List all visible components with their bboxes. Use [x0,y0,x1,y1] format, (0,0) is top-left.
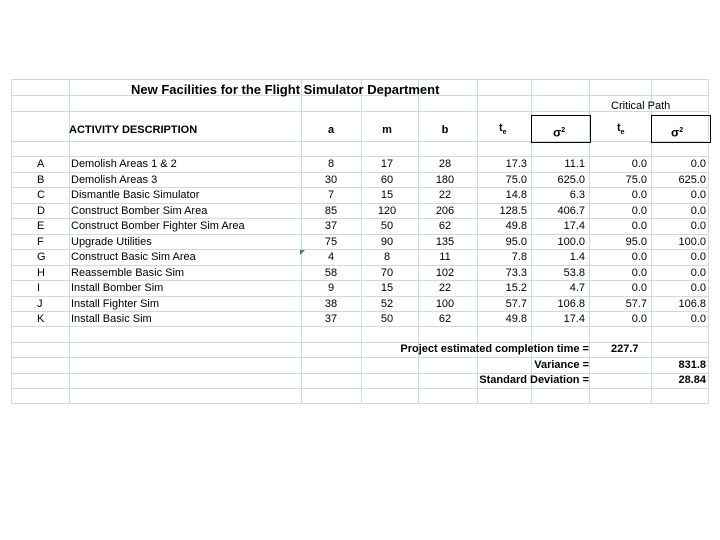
critical-te: 0.0 [631,204,647,217]
activity-id: D [37,204,45,217]
grid-row-line [11,357,709,358]
grid-row-line [11,111,709,112]
activity-description: Reassemble Basic Sim [71,266,185,279]
critical-variance: 0.0 [690,266,706,279]
header-cp-variance: $\sigma^2$ [671,125,684,140]
activity-a: 38 [324,297,338,310]
activity-a: 4 [327,251,335,263]
critical-te: 0.0 [631,220,647,232]
header-a: a [327,124,335,136]
activity-m: 15 [380,282,394,294]
activity-b: 135 [435,235,455,248]
activity-description: Demolish Areas 1 & 2 [71,158,177,170]
critical-variance: 100.0 [678,235,706,248]
critical-variance: 0.0 [690,158,706,170]
activity-variance: 17.4 [563,313,585,325]
activity-a: 75 [324,235,338,248]
activity-description: Dismantle Basic Simulator [71,189,200,201]
activity-te: 128.5 [499,204,527,217]
activity-te: 95.0 [505,235,527,248]
activity-b: 28 [438,158,452,170]
critical-variance: 0.0 [690,313,706,325]
critical-variance: 0.0 [690,204,706,217]
activity-m: 50 [380,220,394,232]
activity-variance: 17.4 [563,220,585,232]
variance-value: 831.8 [678,359,706,371]
critical-variance: 0.0 [690,189,706,201]
activity-a: 8 [327,158,335,170]
activity-id: A [37,158,45,170]
header-variance: $\sigma^2$ [553,125,566,140]
activity-a: 30 [324,173,338,186]
activity-te: 14.8 [505,189,527,201]
activity-a: 37 [324,220,338,232]
activity-variance: 625.0 [557,173,585,186]
activity-variance: 4.7 [569,282,585,294]
activity-m: 60 [380,173,394,186]
critical-variance: 0.0 [690,282,706,294]
activity-te: 73.3 [505,266,527,279]
critical-path-label: Critical Path [611,100,671,112]
activity-variance: 1.4 [569,251,585,263]
header-activity-description: ACTIVITY DESCRIPTION [69,124,198,136]
activity-variance: 106.8 [557,297,585,310]
activity-b: 22 [438,282,452,294]
critical-te: 0.0 [631,158,647,170]
grid-row-line [11,342,709,343]
grid-row-line [11,79,709,80]
activity-b: 11 [439,251,451,263]
header-cp-te: $t_e$ [617,122,625,137]
header-m: m [382,124,392,136]
activity-description: Construct Bomber Sim Area [71,204,208,217]
activity-variance: 53.8 [563,266,585,279]
grid-row-line [11,388,709,389]
activity-te: 7.8 [511,251,527,263]
std-deviation-value: 28.84 [678,374,706,386]
activity-variance: 6.3 [569,189,585,201]
activity-id: I [37,282,41,294]
activity-description: Upgrade Utilities [71,235,152,248]
activity-te: 49.8 [505,220,527,232]
critical-te: 75.0 [625,173,647,186]
activity-te: 75.0 [505,173,527,186]
header-b: b [441,124,449,136]
activity-a: 58 [324,266,338,279]
activity-id: B [37,173,45,186]
sheet-title: New Facilities for the Flight Simulator Department [131,82,440,97]
activity-description: Install Basic Sim [71,313,152,325]
activity-id: F [37,235,44,248]
activity-m: 50 [380,313,394,325]
spreadsheet [11,79,709,404]
activity-id: C [37,189,45,201]
activity-b: 206 [435,204,455,217]
critical-te: 0.0 [631,313,647,325]
variance-label: Variance = [534,359,589,371]
activity-b: 62 [438,313,452,325]
activity-variance: 11.1 [564,158,585,170]
critical-te: 0.0 [631,189,647,201]
activity-m: 15 [380,189,394,201]
critical-te: 95.0 [625,235,647,248]
grid-row-line [11,141,709,142]
activity-id: E [37,220,45,232]
activity-id: G [37,251,46,263]
activity-m: 17 [380,158,394,170]
activity-m: 90 [380,235,394,248]
critical-variance: 0.0 [690,251,706,263]
activity-description: Construct Basic Sim Area [71,251,196,263]
critical-te: 0.0 [631,266,647,279]
activity-a: 7 [327,189,335,201]
cell-comment-marker [300,250,305,255]
header-te: $t_e$ [499,122,507,137]
std-deviation-label: Standard Deviation = [479,374,589,386]
activity-a: 37 [324,313,338,325]
activity-te: 49.8 [505,313,527,325]
activity-id: J [37,297,43,310]
activity-b: 100 [435,297,455,310]
completion-time-value: 227.7 [611,343,639,355]
activity-description: Install Bomber Sim [71,282,164,294]
activity-variance: 100.0 [557,235,585,248]
activity-b: 22 [438,189,452,201]
activity-m: 52 [380,297,394,310]
grid-col-line [301,79,302,404]
grid-row-line [11,403,709,404]
grid-col-line [11,79,12,404]
activity-te: 15.2 [505,282,527,294]
activity-variance: 406.7 [557,204,585,217]
critical-te: 57.7 [625,297,647,310]
critical-variance: 106.8 [678,297,706,310]
activity-b: 62 [438,220,452,232]
critical-te: 0.0 [631,282,647,294]
activity-a: 9 [327,282,335,294]
activity-id: H [37,266,45,279]
critical-variance: 0.0 [690,220,706,232]
activity-description: Construct Bomber Fighter Sim Area [71,220,245,232]
grid-row-line [11,373,709,374]
critical-te: 0.0 [631,251,647,263]
activity-a: 85 [324,204,338,217]
grid-col-line [361,79,362,404]
activity-te: 57.7 [505,297,527,310]
activity-description: Demolish Areas 3 [71,173,158,186]
critical-variance: 625.0 [678,173,706,186]
completion-time-label: Project estimated completion time = [400,343,589,355]
activity-description: Install Fighter Sim [71,297,160,310]
activity-id: K [37,313,45,325]
activity-m: 8 [383,251,391,263]
activity-m: 120 [377,204,397,217]
activity-m: 70 [380,266,394,279]
activity-b: 102 [435,266,455,279]
activity-b: 180 [435,173,455,186]
activity-te: 17.3 [505,158,527,170]
